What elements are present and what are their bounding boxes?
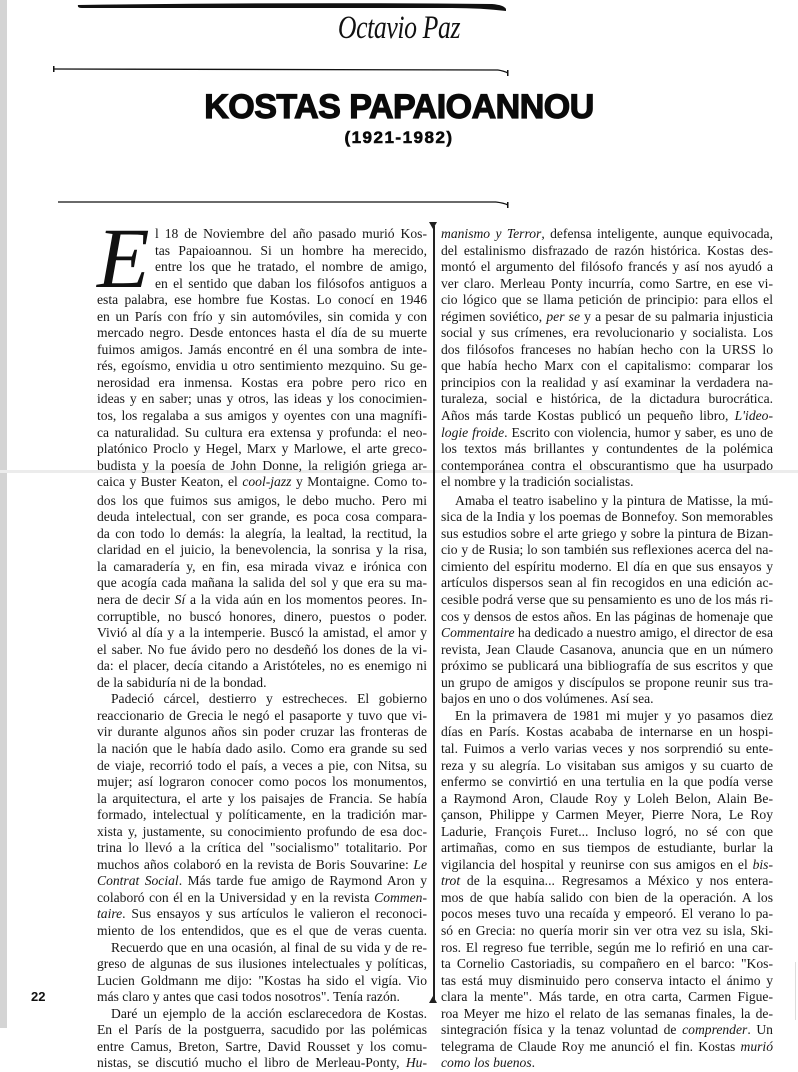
text-line: de la sabiduría ni de la bondad. [97,674,267,690]
header-rule-lower [52,197,512,211]
text-line: Ladurie, François Furet... Incluso logró, no sé con que [441,823,773,839]
text-line: de viaje, recorrió todo el país, a veces a pie, con Nitsa, su [97,757,427,773]
text-line: rés, egoísmo, envidia u otro sentimiento mezquino. Su ge- [97,358,427,374]
text-line: que acogía cada mañana la salida del sol y que era su ma- [97,575,427,591]
text-line: ta Cornelio Castoriadis, su compañero en el barco: "Kos- [441,956,773,972]
text-line: cos y densos de estos años. En las páginas de homenaje que [441,608,773,624]
text-line: entre Camus, Breton, Sartre, David Rousset y los comu- [97,1038,427,1054]
text-line: deuda intelectual, con ser grande, es poca cosa compara- [97,509,427,525]
text-line: contemporánea contra el obscurantismo que ha usurpado [441,457,773,473]
text-line: manismo y Terror, defensa inteligente, aunque equivocada, [441,226,773,241]
text-line: sintegración física y la tenaz voluntad de comprender. Un [441,1022,773,1038]
text-line: caica y Buster Keaton, el cool-jazz y Montaigne. Como to- [97,474,427,490]
text-line: esta palabra, ese hombre fue Kostas. Lo conocí en 1946 [97,292,427,308]
italic-title: Le [413,856,427,872]
text-line: corruptible, no buscó honores, dinero, puestos o poder. [97,608,427,624]
italic-title: Commentaire [441,625,515,641]
text-line: tas está muy disminuido pero conserva intacto el ánimo y [441,972,773,988]
text-line: claridad en el juicio, la benevolencia, la sonrisa y la risa, [97,542,427,558]
text-line: bajos en uno o dos volúmenes. Así sea. [441,691,654,707]
text-line: vir durante algunos años sin poder cruzar las fronteras de [97,724,427,740]
text-line: el nombre y la tradición socialistas. [441,474,634,490]
text-line: çanson, Philippe y Carmen Meyer, Pierre Nora, Le Roy [441,807,773,823]
text-line: nera de decir Sí a la vida aún en los momentos peores. In- [97,592,427,608]
text-line: fuimos amigos. Jamás encontré en él una sombra de inte- [97,341,427,357]
text-line: dos los que fuimos sus amigos, le debo mucho. Pero mi [97,492,427,508]
text-line: Vivió al día y a la intemperie. Buscó la amistad, el amor y [97,625,427,641]
text-line: en un París con frío y sin automóviles, sin comida y con [97,308,427,324]
italic-title: taire [97,906,123,922]
text-line: cio y de Rusia; lo son también sus reflexiones acerca del na- [441,542,773,558]
text-line: artículos dispersos sean al fin recogidos en una edición ac- [441,575,773,591]
text-line: reza y su alegría. Lo visitaban sus amigos y su cuarto de [441,757,773,773]
text-line: budista y la poesía de John Donne, la religión griega ar- [97,457,427,473]
italic-title: cool-jazz [242,474,292,490]
text-line: ros. El regreso fue terrible, según me lo refirió en una car- [441,939,773,955]
text-line: el saber. No fue ávido pero no desdeñó los dones de la vi- [97,641,427,657]
italic-title: L'ideo- [734,408,773,424]
text-line: roa Meyer me hizo el relato de las semanas finales, la de- [441,1005,773,1021]
author-byline: Octavio Paz [337,10,461,46]
text-line: Recuerdo que en una ocasión, al final de su vida y de re- [111,939,427,955]
text-line: ideas y en saber; unas y otros, las ideas y los conocimien- [97,391,427,407]
article-column-right [441,226,773,1072]
scan-left-margin [0,0,7,1028]
text-line: nerosidad era inmensa. Kostas era pobre pero rico en [97,374,427,390]
text-line: en el sentido que daban los filósofos antiguos a [155,275,427,291]
text-line: pocos meses tuvo una recaída y empeoró. El verano lo pa- [441,906,773,922]
text-line: tos, los regalaba a sus amigos y oyentes con una magnífi- [97,408,427,424]
text-line: Años más tarde Kostas publicó un pequeño libro, L'ideo- [441,408,773,424]
text-line: la nación que le había dado asilo. Como era grande su sed [97,740,427,756]
column-divider [433,226,435,1002]
text-line: como los buenos. [441,1055,536,1071]
italic-title: Sí [174,592,186,608]
text-line: cio lógico que se llama petición de principio: para ellos el [441,292,773,308]
text-line: logie froide. Escrito con violencia, humor y saber, es uno de [441,424,773,440]
header-rule-upper [52,64,512,78]
text-line: nistas, se discutió mucho el libro de Merleau-Ponty, Hu- [97,1055,427,1071]
text-line: Lucien Goldmann me dijo: "Kostas ha sido el vigía. Vio [97,972,427,988]
text-line: revista, Jean Claude Casanova, anuncia que en un número [441,641,773,657]
text-line: platónico Proclo y Hegel, Marx y Marlowe, el arte greco- [97,441,427,457]
text-line: mujer; así lograron conocer como pocos los monumentos, [97,774,427,790]
text-line: reaccionario de Grecia le negó el pasaporte y tuvo que vi- [97,707,427,723]
text-line: cimiento del espíritu moderno. El día en que sus ensayos y [441,558,773,574]
text-line: Contrat Social. Más tarde fue amigo de Raymond Aron y [97,873,427,889]
text-line: mercado negro. Desde entonces hasta el día de su muerte [97,325,427,341]
text-line: enfermo se convirtió en una tertulia en la que podía verse [441,774,773,790]
text-line: los textos más brillantes y contundentes de la polémica [441,441,773,457]
text-line: trot de la esquina... Regresamos a México y nos entera- [441,873,773,889]
text-line: a Raymond Aron, Claude Roy y Loleh Belon, Alain Be- [441,790,773,806]
text-line: artimañas, como en sus tiempos de estudiante, burlar la [441,840,773,856]
text-line: dos filósofos franceses no habían hecho con la URSS lo [441,341,773,357]
italic-title: comprender [682,1022,748,1038]
italic-title: murió [740,1038,773,1054]
text-line: l 18 de Noviembre del año pasado murió Kos- [155,226,427,241]
text-line: formado, intelectual y políticamente, en la tradición mar- [97,807,427,823]
italic-title: manismo y Terror [441,226,542,241]
text-line: un grupo de amigos y discípulos se propone reunir sus tra- [441,674,773,690]
text-line: Commentaire ha dedicado a nuestro amigo, el director de esa [441,625,773,641]
column-divider-bottom-marker [429,996,437,1003]
text-line: muchos años colaboró en la revista de Boris Souvarine: Le [97,856,427,872]
text-line: turaleza, social e histórica, de la dictadura burocrática. [441,391,773,407]
text-line: sica de la India y los poemas de Bonnefoy. Son memorables [441,509,773,525]
text-line: En la primavera de 1981 mi mujer y yo pasamos diez [455,707,773,723]
text-line: vigilancia del hospital y reunirse con sus amigos en el bis- [441,856,773,872]
italic-title: como los buenos [441,1055,532,1071]
text-line: só en Grecia: no quería morir sin ver otra vez su isla, Ski- [441,922,773,938]
text-line: Padeció cárcel, destierro y estrecheces. El gobierno [111,691,427,707]
italic-title: Contrat Social [97,873,179,889]
text-line: sus estudios sobre el arte griego y sobre la pintura de Bizan- [441,525,773,541]
italic-title: trot [441,873,461,889]
text-line: da: el placer, decía citando a Aristóteles, no es enemigo ni [97,658,427,674]
text-line: régimen soviético, per se y a pesar de su palmaria injusticia [441,308,774,324]
text-line: la camaradería y, en fin, esa mirada vivaz e irónica con [97,558,427,574]
italic-title: Hu- [405,1055,427,1071]
text-line: ver claro. Merleau Ponty incurría, como Sartre, en ese vi- [441,275,773,291]
page-number: 22 [31,989,46,1004]
text-line: Daré un ejemplo de la acción esclarecedora de Kostas. [111,1005,427,1021]
text-line: entre los que he tratado, el nombre de amigo, [155,259,427,275]
text-line: tas Papaioannou. Si un hombre ha merecido, [155,242,427,258]
article-column-left [97,226,427,1072]
text-line: mos de que había salido con bien de la operación. A los [441,889,773,905]
text-line: miento de los entendidos, que es el que de veras cuenta. [97,922,427,938]
article-dates: (1921-1982) [344,128,454,147]
text-line: social y sus crímenes, era revolucionario y socialista. Los [441,325,773,341]
text-line: cesible podrá verse que su pensamiento es uno de los más ri- [441,592,773,608]
text-line: xista y, justamente, su conocimiento profundo de esa doc- [97,823,427,839]
text-line: más claro y antes que casi todos nosotros". Tenía razón. [97,989,400,1005]
text-line: ca naturalidad. Su cultura era extensa y profunda: el neo- [97,424,427,440]
text-line: telegrama de Claude Roy me anunció el fin. Kostas murió [441,1038,773,1054]
text-line: tal. Fuimos a verlo varias veces y nos sorprendió su ente- [441,740,773,756]
text-line: próximo se publicará una bibliografía de sus escritos y que [441,658,773,674]
drop-cap: E [97,210,150,306]
scan-edge-mark [795,962,796,1020]
text-line: colaboró con él en la Universidad y en la revista Commen- [97,889,427,905]
text-line: greso de algunas de sus ilusiones intelectuales y políticas, [97,956,427,972]
text-line: clara la mente". Más tarde, en otra carta, Carmen Figue- [441,989,773,1005]
text-line: taire. Sus ensayos y sus artículos le valieron el reconoci- [97,906,427,922]
text-line: días en París. Kostas acababa de internarse en un hospi- [441,724,773,740]
text-line: montó el argumento del filósofo francés y así nos ayudó a [441,259,773,275]
italic-title: Commen- [374,889,427,905]
article-title: KOSTAS PAPAIOANNOU [204,88,594,126]
text-line: trina lo llevó a la crítica del "socialismo" totalitario. Por [97,840,427,856]
text-line: que había hecho Marx con el capitalismo: comparar los [441,358,773,374]
text-line: principios con la realidad y así examinar la verdadera na- [441,374,773,390]
text-line: Amaba el teatro isabelino y la pintura de Matisse, la mú- [455,492,773,508]
text-line: En el París de la postguerra, sacudido por las polémicas [97,1022,427,1038]
italic-title: logie froide [441,424,505,440]
italic-title: per se [546,308,580,324]
text-line: la arquitectura, el arte y los paisajes de Francia. Se había [97,790,427,806]
text-line: del estalinismo disfrazado de razón histórica. Kostas des- [441,242,773,258]
italic-title: bis- [752,856,773,872]
text-line: da con todo lo demás: la alegría, la lealtad, la rectitud, la [97,525,427,541]
